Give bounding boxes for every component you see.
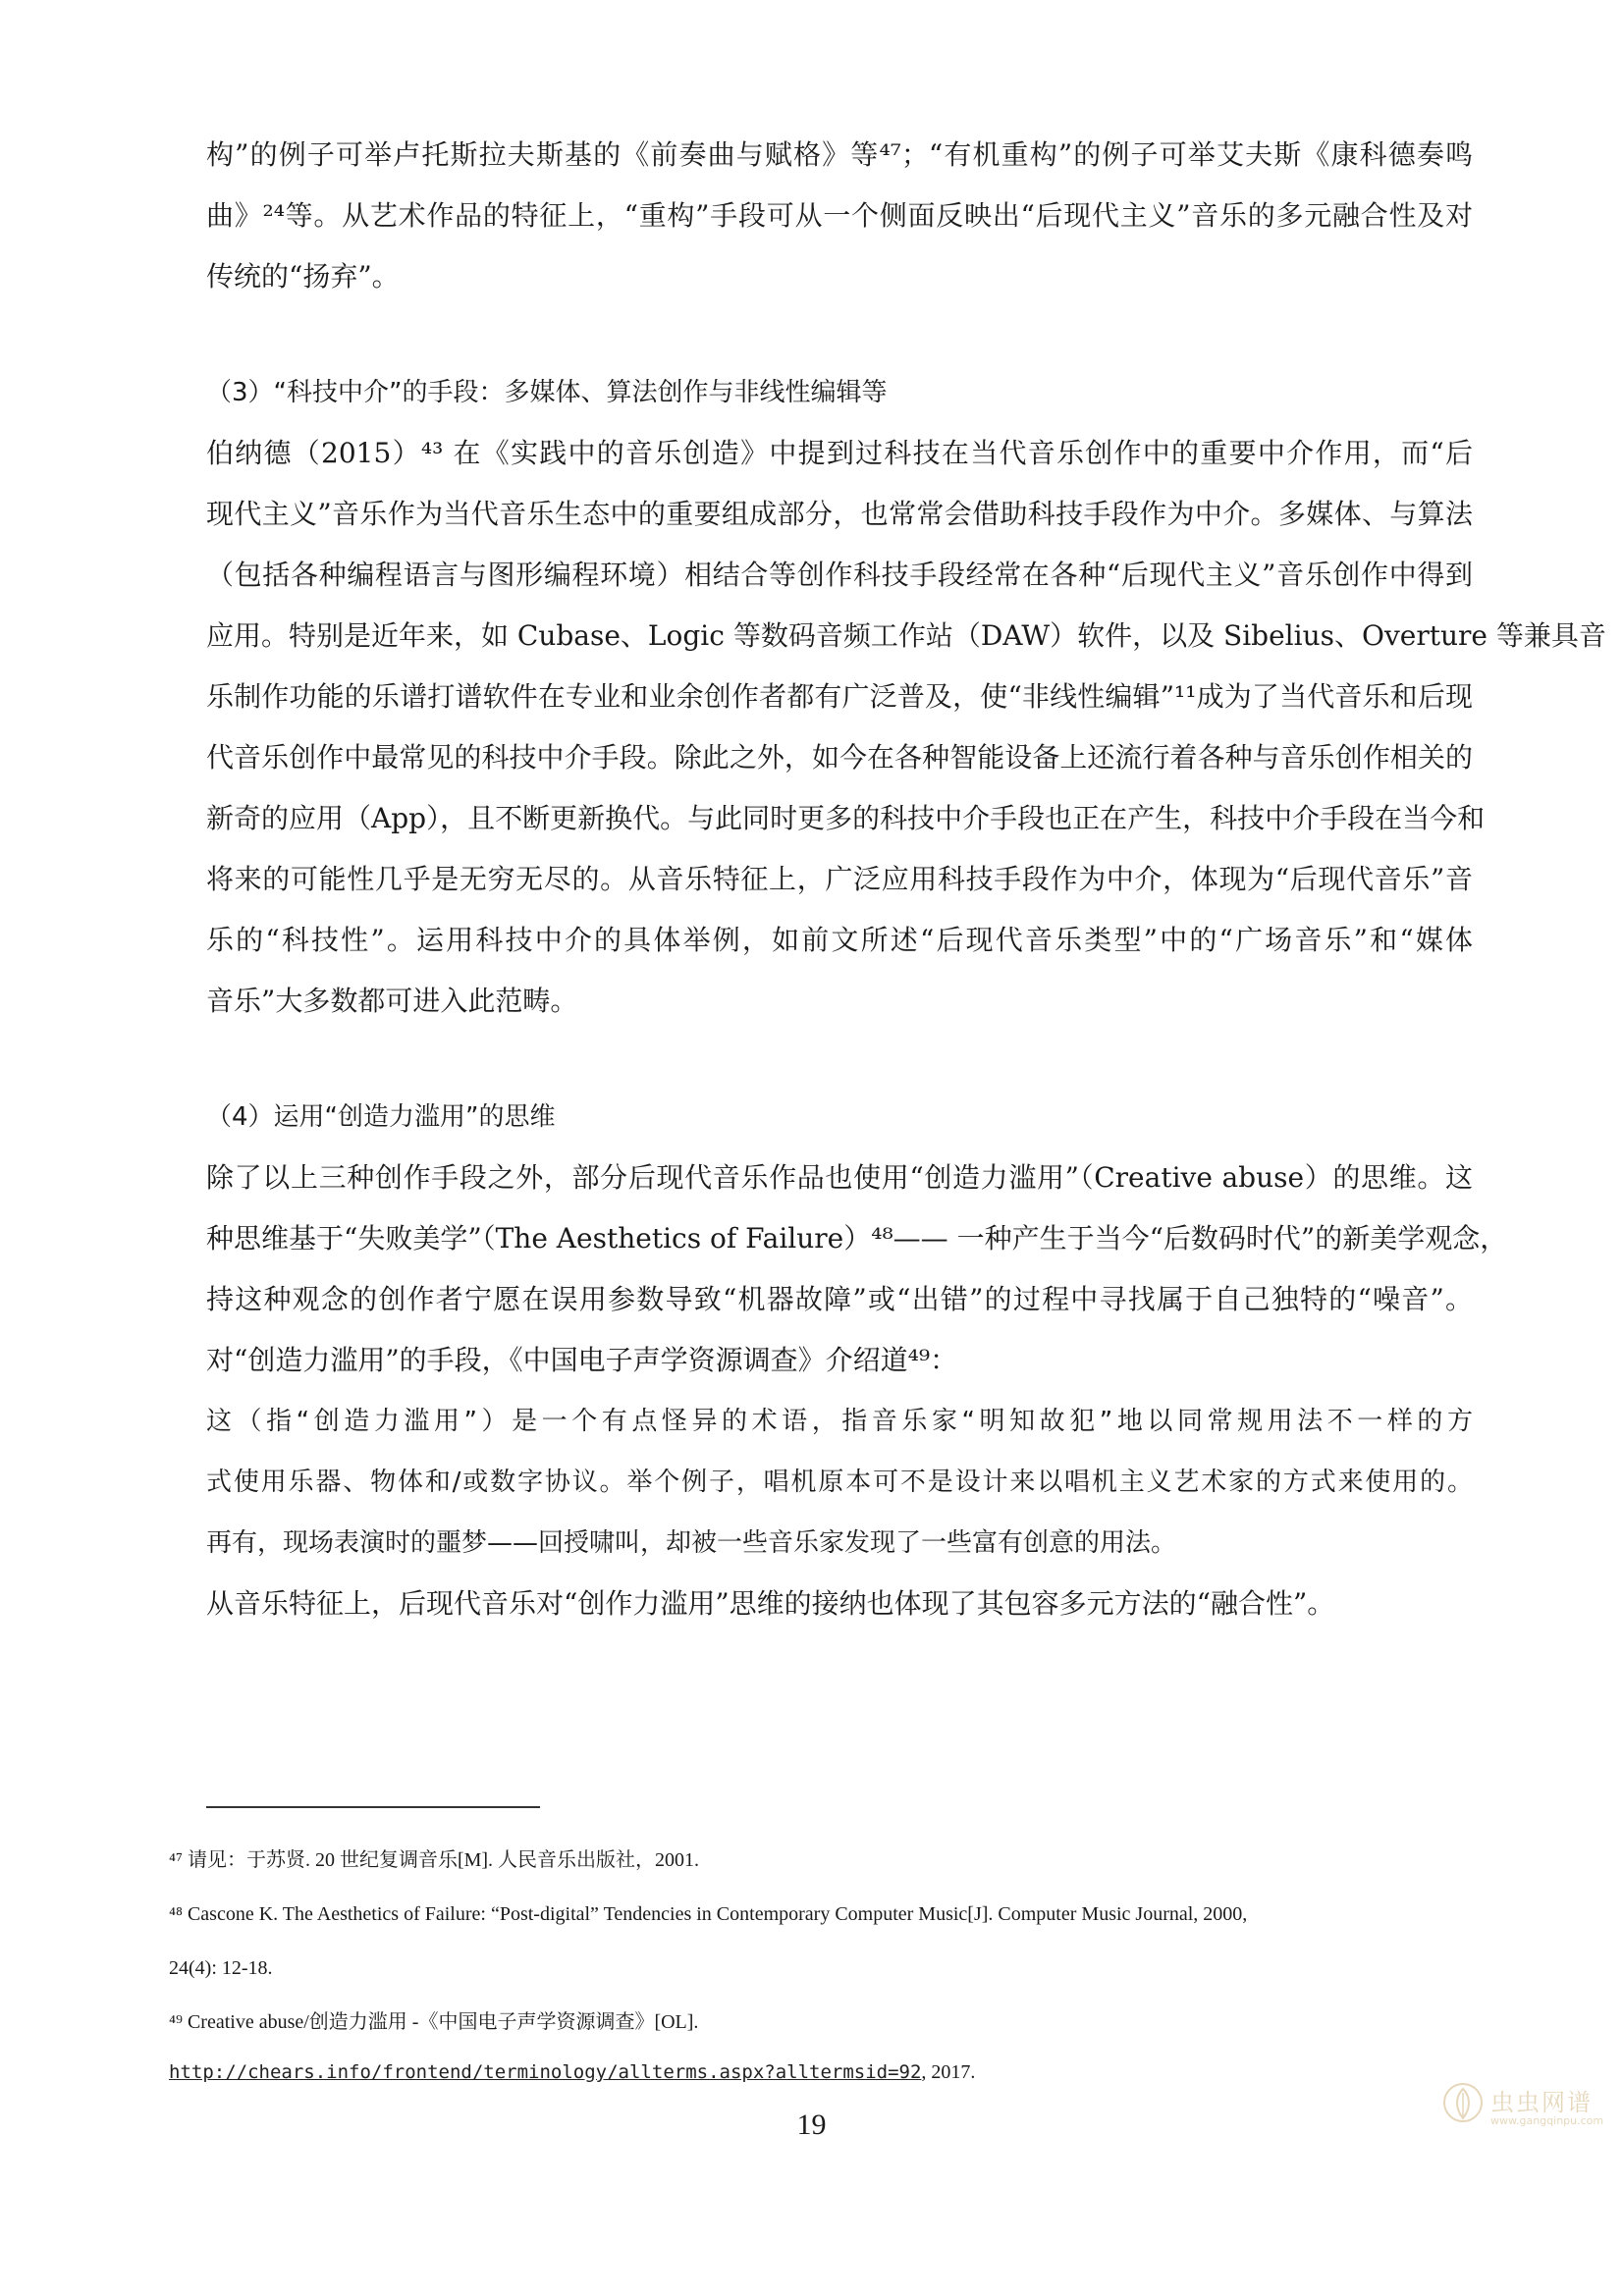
body-line: 应用。特别是近年来，如 Cubase、Logic 等数码音频工作站（DAW）软件，以及 Sibelius、Overture 等兼具音 bbox=[206, 619, 1606, 652]
footnote-48: ⁴⁸ Cascone K. The Aesthetics of Failure: “Post-digital” Tendencies in Contemporary Computer Music[J]. Computer Music Journal, 2000, bbox=[169, 1903, 1248, 1925]
body-line: 曲》²⁴等。从艺术作品的特征上，“重构”手段可从一个侧面反映出“后现代主义”音乐的多元融合性及对 bbox=[206, 199, 1473, 232]
body-line: 新奇的应用（App），且不断更新换代。与此同时更多的科技中介手段也正在产生，科技中介手段在当今和 bbox=[206, 802, 1486, 834]
footnote-49: ⁴⁹ Creative abuse/创造力滥用 -《中国电子声学资源调查》[OL]. bbox=[169, 2011, 699, 2033]
reference-link[interactable]: http://chears.info/frontend/terminology/allterms.aspx?alltermsid=92 bbox=[169, 2061, 922, 2083]
body-line: 伯纳德（2015）⁴³ 在《实践中的音乐创造》中提到过科技在当代音乐创作中的重要中介作用，而“后 bbox=[206, 437, 1473, 469]
footnote-47: ⁴⁷ 请见：于苏贤. 20 世纪复调音乐[M]. 人民音乐出版社，2001. bbox=[169, 1849, 700, 1871]
body-line: 从音乐特征上，后现代音乐对“创作力滥用”思维的接纳也体现了其包容多元方法的“融合性”。 bbox=[206, 1587, 1335, 1620]
block-quote-line: 式使用乐器、物体和/或数字协议。举个例子，唱机原本可不是设计来以唱机主义艺术家的方式来使用的。 bbox=[206, 1468, 1473, 1497]
body-line: 持这种观念的创作者宁愿在误用参数导致“机器故障”或“出错”的过程中寻找属于自己独特的“噪音”。 bbox=[206, 1283, 1473, 1315]
watermark-logo bbox=[1441, 2079, 1604, 2134]
watermark-emblem-icon bbox=[1441, 2079, 1485, 2130]
body-line: 代音乐创作中最常见的科技中介手段。除此之外，如今在各种智能设备上还流行着各种与音乐创作相关的 bbox=[206, 741, 1473, 774]
body-line: 对“创造力滥用”的手段，《中国电子声学资源调查》介绍道⁴⁹： bbox=[206, 1344, 958, 1376]
block-quote-line: 这（指“创造力滥用”）是一个有点怪异的术语，指音乐家“明知故犯”地以同常规用法不一样的方 bbox=[206, 1407, 1473, 1436]
watermark-subtext: www.gangqinpu.com bbox=[1490, 2114, 1604, 2127]
reference-year: , 2017. bbox=[921, 2061, 976, 2083]
body-line: 音乐”大多数都可进入此范畴。 bbox=[206, 985, 578, 1017]
watermark-text: 虫虫网谱 bbox=[1490, 2089, 1593, 2116]
section-heading-4: （4）运用“创造力滥用”的思维 bbox=[206, 1102, 556, 1132]
page-number: 19 bbox=[796, 2109, 827, 2141]
footnote-49-link-line bbox=[169, 2056, 975, 2087]
body-line: 传统的“扬弃”。 bbox=[206, 260, 400, 293]
body-line: 现代主义”音乐作为当代音乐生态中的重要组成部分，也常常会借助科技手段作为中介。多媒体、与算法 bbox=[206, 498, 1473, 530]
body-line: （包括各种编程语言与图形编程环境）相结合等创作科技手段经常在各种“后现代主义”音乐创作中得到 bbox=[206, 559, 1473, 591]
footnote-divider bbox=[206, 1806, 540, 1808]
body-line: 构”的例子可举卢托斯拉夫斯基的《前奏曲与赋格》等⁴⁷；“有机重构”的例子可举艾夫斯《康科德奏鸣 bbox=[206, 138, 1473, 171]
section-heading-3: （3）“科技中介”的手段：多媒体、算法创作与非线性编辑等 bbox=[206, 378, 888, 407]
body-line: 将来的可能性几乎是无穷无尽的。从音乐特征上，广泛应用科技手段作为中介，体现为“后现代音乐”音 bbox=[206, 863, 1473, 895]
body-line: 种思维基于“失败美学”（The Aesthetics of Failure）⁴⁸—— 一种产生于当今“后数码时代”的新美学观念， bbox=[206, 1222, 1508, 1255]
block-quote-line: 再有，现场表演时的噩梦——回授啸叫，却被一些音乐家发现了一些富有创意的用法。 bbox=[206, 1528, 1177, 1558]
footnote-48-continued: 24(4): 12-18. bbox=[169, 1957, 273, 1979]
body-line: 乐的“科技性”。运用科技中介的具体举例，如前文所述“后现代音乐类型”中的“广场音乐”和“媒体 bbox=[206, 924, 1473, 956]
body-line: 除了以上三种创作手段之外，部分后现代音乐作品也使用“创造力滥用”（Creative abuse）的思维。这 bbox=[206, 1161, 1473, 1194]
body-line: 乐制作功能的乐谱打谱软件在专业和业余创作者都有广泛普及，使“非线性编辑”¹¹成为了当代音乐和后现 bbox=[206, 680, 1473, 713]
